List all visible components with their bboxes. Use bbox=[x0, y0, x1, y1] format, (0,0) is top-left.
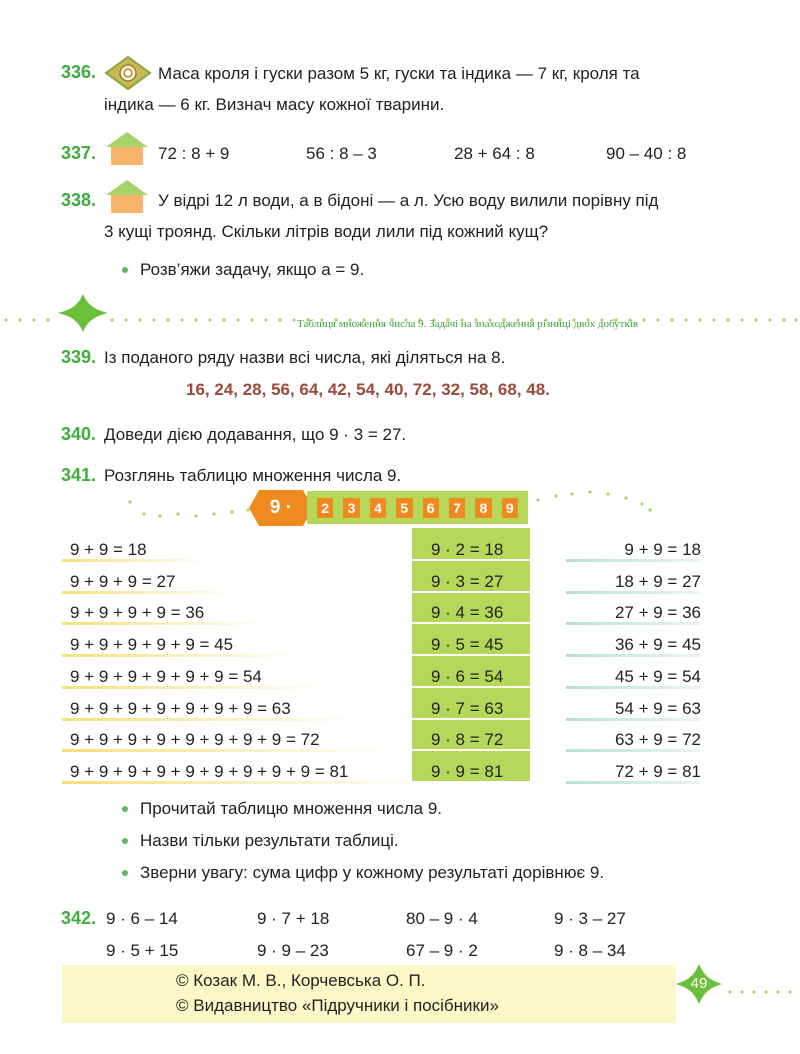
bullet-icon bbox=[122, 267, 128, 273]
addition-expression: 9 + 9 + 9 + 9 + 9 = 45 bbox=[70, 635, 234, 655]
bullet-icon bbox=[122, 806, 128, 812]
task-337-expr-4: 90 – 40 : 8 bbox=[606, 144, 687, 163]
task-339-text: Із поданого ряду назви всі числа, які діляться на 8. bbox=[104, 348, 506, 367]
addition-expression: 9 + 9 + 9 + 9 + 9 + 9 = 54 bbox=[70, 666, 262, 686]
multiplication-fact-text: 9 · 6 = 54 bbox=[431, 666, 504, 686]
row-underline bbox=[62, 718, 366, 721]
task-number-340: 340. bbox=[61, 424, 97, 444]
bullet-icon bbox=[122, 838, 128, 844]
task-337-expr-2: 56 : 8 – 3 bbox=[306, 144, 377, 163]
multiplier-digit: 3 bbox=[343, 498, 359, 518]
multiplication-fact-text: 9 · 5 = 45 bbox=[431, 635, 504, 655]
addition-expression: 9 + 9 + 9 = 27 bbox=[70, 571, 176, 591]
multiplier-digit: 9 bbox=[502, 498, 518, 518]
multiplier-strip bbox=[307, 491, 528, 524]
task-342-expr: 80 – 9 · 4 bbox=[406, 909, 478, 928]
addition-step: 27 + 9 = 36 bbox=[614, 603, 701, 623]
addition-step: 63 + 9 = 72 bbox=[614, 730, 701, 750]
multiplication-fact bbox=[412, 598, 530, 628]
row-underline bbox=[62, 686, 334, 689]
page-number-badge bbox=[676, 964, 722, 1004]
task-342-expr: 9 · 6 – 14 bbox=[106, 909, 178, 928]
row-underline bbox=[62, 781, 430, 784]
task-341-bullet-2 bbox=[122, 825, 399, 857]
task-342-expr: 9 · 9 – 23 bbox=[257, 941, 329, 960]
task-342-expr: 67 – 9 · 2 bbox=[406, 941, 478, 960]
task-number-341: 341. bbox=[61, 465, 97, 485]
strip-label: 9 · bbox=[269, 497, 293, 518]
task-341-text: Розглянь таблицю множення числа 9. bbox=[104, 466, 402, 485]
row-divider bbox=[412, 559, 530, 561]
multiplier-digit: 6 bbox=[423, 498, 439, 518]
task-342-expr: 9 · 8 – 34 bbox=[554, 941, 626, 960]
multiplication-fact-text: 9 · 2 = 18 bbox=[431, 540, 504, 559]
multiplication-fact bbox=[412, 535, 530, 565]
task-number-337: 337. bbox=[61, 143, 97, 163]
addition-expression: 9 + 9 = 18 bbox=[70, 540, 147, 559]
task-341-bullet-1 bbox=[122, 793, 442, 825]
task-340-text: Доведи дією додавання, що 9 · 3 = 27. bbox=[104, 425, 407, 444]
multiplier-digit: 7 bbox=[449, 498, 465, 518]
row-underline bbox=[566, 686, 700, 689]
page-number: 49 bbox=[690, 975, 708, 992]
task-342-expr: 9 · 7 + 18 bbox=[257, 909, 330, 928]
task-338-bullet bbox=[122, 254, 364, 286]
row-underline bbox=[62, 559, 210, 562]
row-divider bbox=[412, 749, 530, 751]
row-underline bbox=[566, 559, 700, 562]
multiplication-fact bbox=[412, 725, 530, 755]
addition-expression: 9 + 9 + 9 + 9 + 9 + 9 + 9 + 9 + 9 = 81 bbox=[70, 761, 349, 781]
task-338-line2: 3 кущі троянд. Скільки літрів води лили під кожний кущ? bbox=[104, 222, 549, 241]
task-338-line1: У відрі 12 л води, а в бідоні — a л. Усю воду вилили порівну під bbox=[158, 191, 659, 210]
addition-step: 72 + 9 = 81 bbox=[614, 761, 701, 781]
task-341-bullet-text: Прочитай таблицю множення числа 9. bbox=[140, 799, 443, 818]
row-underline bbox=[62, 749, 398, 752]
multiplication-fact-text: 9 · 3 = 27 bbox=[431, 571, 504, 591]
task-number-339: 339. bbox=[61, 347, 97, 367]
addition-step: 45 + 9 = 54 bbox=[614, 666, 701, 686]
diamond-spiral-icon bbox=[104, 55, 152, 91]
leaf-star-icon bbox=[58, 294, 108, 332]
task-341-bullet-3 bbox=[122, 857, 604, 889]
row-divider bbox=[412, 686, 530, 688]
addition-step: 9 + 9 = 18 bbox=[624, 540, 701, 559]
strip-label-hexagon bbox=[249, 490, 313, 526]
addition-step: 18 + 9 = 27 bbox=[614, 571, 701, 591]
row-divider bbox=[412, 622, 530, 624]
row-divider bbox=[412, 718, 530, 720]
row-underline bbox=[566, 654, 700, 657]
addition-step: 36 + 9 = 45 bbox=[614, 635, 701, 655]
multiplication-fact-text: 9 · 4 = 36 bbox=[431, 603, 504, 623]
row-underline bbox=[62, 622, 272, 625]
copyright-publisher: © Видавництво «Підручники і посібники» bbox=[176, 996, 499, 1015]
row-underline bbox=[566, 718, 700, 721]
row-underline bbox=[566, 591, 700, 594]
row-underline bbox=[566, 749, 700, 752]
copyright-authors: © Козак М. В., Корчевська О. П. bbox=[176, 971, 426, 990]
row-divider bbox=[412, 591, 530, 593]
task-number-338: 338. bbox=[61, 190, 97, 210]
multiplication-fact-text: 9 · 8 = 72 bbox=[431, 730, 504, 750]
section-header: Таблиця множення числа 9. Задачі на знаходження різниці двох добутків bbox=[297, 318, 639, 330]
row-divider bbox=[412, 654, 530, 656]
task-336-line2: індика — 6 кг. Визнач масу кожної тварини. bbox=[104, 95, 445, 114]
multiplication-fact bbox=[412, 757, 530, 787]
house-icon bbox=[104, 178, 150, 214]
addition-expression: 9 + 9 + 9 + 9 + 9 + 9 + 9 + 9 = 72 bbox=[70, 730, 320, 750]
task-339-numbers: 16, 24, 28, 56, 64, 42, 54, 40, 72, 32, 58, 68, 48. bbox=[186, 380, 550, 399]
multiplication-fact bbox=[412, 662, 530, 692]
row-underline bbox=[566, 781, 700, 784]
addition-step: 54 + 9 = 63 bbox=[614, 698, 701, 718]
task-336-line1: Маса кроля і гуски разом 5 кг, гуски та індика — 7 кг, кроля та bbox=[158, 64, 640, 83]
row-underline bbox=[566, 622, 700, 625]
copyright-box bbox=[62, 965, 676, 1023]
multiplication-fact bbox=[412, 567, 530, 597]
house-icon bbox=[104, 130, 150, 166]
row-underline bbox=[62, 654, 304, 657]
task-number-336: 336. bbox=[61, 62, 97, 82]
task-338-bullet-text: Розв’яжи задачу, якщо a = 9. bbox=[140, 260, 365, 279]
multiplier-digit: 8 bbox=[475, 498, 491, 518]
multiplication-fact-text: 9 · 7 = 63 bbox=[431, 698, 504, 718]
multiplier-digit: 4 bbox=[370, 498, 386, 518]
multiplication-fact bbox=[412, 694, 530, 724]
task-341-bullet-text: Зверни увагу: сума цифр у кожному результаті дорівнює 9. bbox=[140, 863, 605, 882]
row-divider bbox=[412, 781, 530, 783]
footer-dots bbox=[724, 981, 800, 989]
addition-expression: 9 + 9 + 9 + 9 + 9 + 9 + 9 = 63 bbox=[70, 698, 291, 718]
multiplier-digit: 5 bbox=[396, 498, 412, 518]
task-337-expr-1: 72 : 8 + 9 bbox=[158, 144, 230, 163]
task-337-expr-3: 28 + 64 : 8 bbox=[454, 144, 535, 163]
bullet-icon bbox=[122, 870, 128, 876]
task-342-expr: 9 · 3 – 27 bbox=[554, 909, 626, 928]
row-underline bbox=[62, 591, 240, 594]
multiplication-fact bbox=[412, 630, 530, 660]
multiplication-fact-text: 9 · 9 = 81 bbox=[431, 761, 504, 781]
header-dots bbox=[0, 309, 800, 317]
task-341-bullet-text: Назви тільки результати таблиці. bbox=[140, 831, 399, 850]
multiplier-digit: 2 bbox=[317, 498, 333, 518]
task-number-342: 342. bbox=[61, 908, 97, 928]
addition-expression: 9 + 9 + 9 + 9 = 36 bbox=[70, 603, 205, 623]
task-342-expr: 9 · 5 + 15 bbox=[106, 941, 179, 960]
